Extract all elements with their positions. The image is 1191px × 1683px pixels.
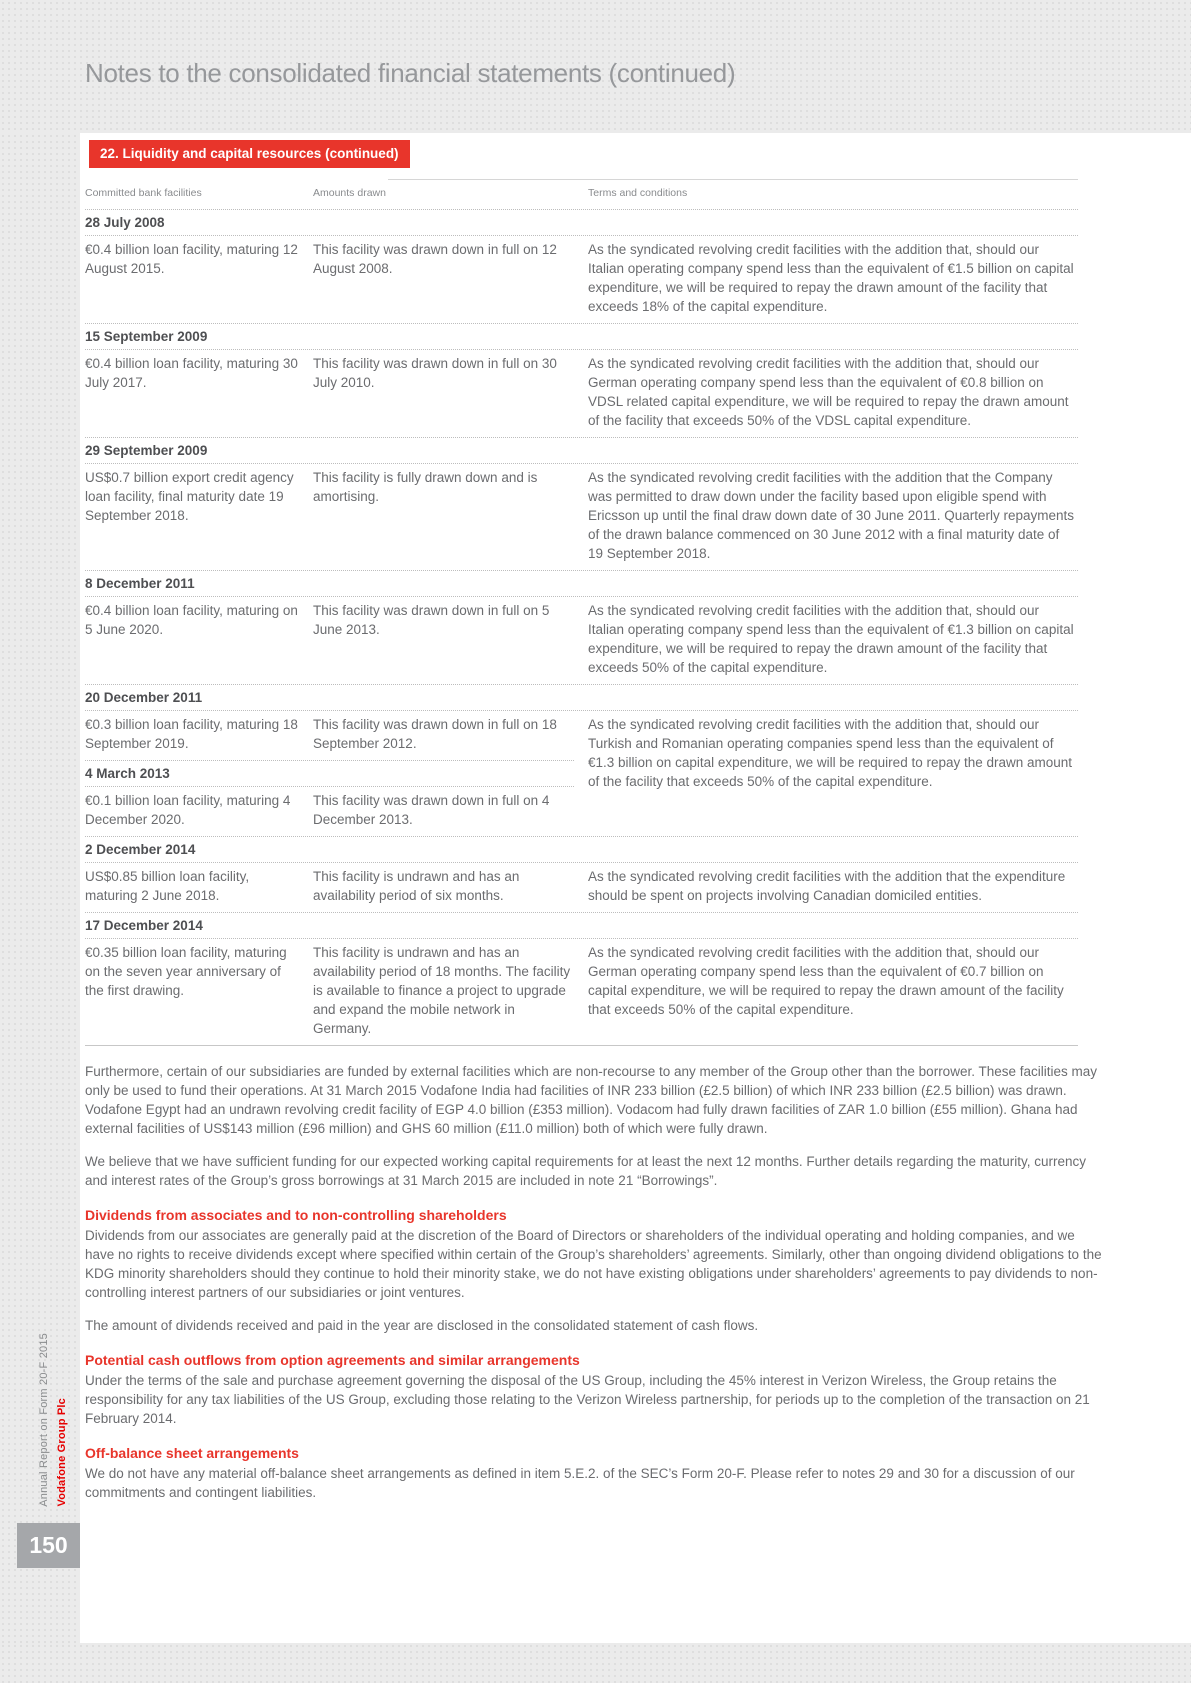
table-section xyxy=(85,323,1078,437)
table-row xyxy=(85,939,1078,1045)
page-title: Notes to the consolidated financial statements (continued) xyxy=(85,58,736,88)
cell-facility: US$0.7 billion export credit agency loan facility, final maturity date 19 September 2018. xyxy=(85,470,294,523)
page-number-badge: 150 xyxy=(17,1523,80,1568)
cell-amounts-drawn: This facility was drawn down in full on 18 September 2012. xyxy=(313,717,557,751)
table-row-group xyxy=(85,711,1078,836)
paragraph-sufficient-funding: We believe that we have sufficient funding for our expected working capital requirements for at least the next 12 months. Further details regarding the maturity, currency and interest rates of the Group’s gross borrowings at 31 March 2015 are included in note 21 “Borrowings”. xyxy=(85,1154,1087,1188)
cell-facility: €0.4 billion loan facility, maturing 30 July 2017. xyxy=(85,356,298,390)
cell-amounts-drawn: This facility was drawn down in full on 30 July 2010. xyxy=(313,356,557,390)
paragraph-outflows: Under the terms of the sale and purchase agreement governing the disposal of the US Group, including the 45% interest in Verizon Wireless, the Group retains the responsibility for any tax liabilities of the US Group, excluding those relating to the Verizon Wireless partnership, for periods up to the completion of the transaction on 21 February 2014. xyxy=(85,1373,1090,1426)
page-footer-band xyxy=(0,1643,1191,1683)
facilities-table xyxy=(85,179,1078,1046)
cell-amounts-drawn: This facility is undrawn and has an availability period of 18 months. The facility is available to finance a project to upgrade and expand the mobile network in Germany. xyxy=(313,945,571,1036)
table-row xyxy=(85,350,1078,437)
cell-facility: US$0.85 billion loan facility, maturing 2 June 2018. xyxy=(85,869,250,903)
section-date: 15 September 2009 xyxy=(85,323,1078,350)
cell-amounts-drawn: This facility is fully drawn down and is amortising. xyxy=(313,470,538,504)
cell-terms: As the syndicated revolving credit facilities with the addition that, should our Italian operating company spend less than the equivalent of €1.5 billion on capital expenditure, we will be required to repay the drawn amount of the facility that exceeds 18% of the capital expenditure. xyxy=(588,242,1074,314)
cell-terms: As the syndicated revolving credit facilities with the addition that, should our Italian operating company spend less than the equivalent of €1.3 billion on capital expenditure, we will be required to repay the drawn amount of the facility that exceeds 50% of the capital expenditure. xyxy=(588,603,1074,675)
paragraph-off-balance-sheet: We do not have any material off-balance sheet arrangements as defined in item 5.E.2. of the SEC’s Form 20-F. Please refer to notes 29 and 30 for a discussion of our commitments and contingent liabilities. xyxy=(85,1466,1075,1500)
table-section-shared-terms xyxy=(85,684,1078,836)
left-columns-stack xyxy=(85,711,588,836)
cell-terms: As the syndicated revolving credit facilities with the addition that the expenditure should be spent on projects involving Canadian domiciled entities. xyxy=(588,869,1066,903)
sidebar-report-label: Annual Report on Form 20-F 2015 xyxy=(38,1333,50,1507)
cell-facility: €0.35 billion loan facility, maturing on the seven year anniversary of the first drawing. xyxy=(85,945,287,998)
column-header-terms-and-conditions: Terms and conditions xyxy=(588,187,688,199)
column-header-amounts-drawn: Amounts drawn xyxy=(313,187,386,199)
paragraph-dividends-1: Dividends from our associates are generally paid at the discretion of the Board of Directors or shareholders of the individual operating and holding companies, and we have no rights to receive dividends except where specified within certain of the Group’s shareholders’ agreements. Similarly, other than ongoing dividend obligations to the KDG minority shareholders should they continue to hold their minority stake, we do not have existing obligations under shareholders’ agreements to pay dividends to non-controlling interest partners of our subsidiaries or joint ventures. xyxy=(85,1228,1102,1300)
section-badge: 22. Liquidity and capital resources (continued) xyxy=(89,140,410,168)
table-section xyxy=(85,209,1078,323)
cell-amounts-drawn: This facility was drawn down in full on 4 December 2013. xyxy=(313,793,550,827)
section-date: 8 December 2011 xyxy=(85,570,1078,597)
column-header-committed-bank-facilities: Committed bank facilities xyxy=(85,187,202,199)
table-section xyxy=(85,912,1078,1045)
table-row xyxy=(85,787,588,836)
section-date: 29 September 2009 xyxy=(85,437,1078,464)
cell-terms-shared: As the syndicated revolving credit facilities with the addition that, should our Turkish and Romanian operating companies spend less than the equivalent of €1.3 billion on capital expenditure, we will be required to repay the drawn amount of the facility that exceeds 50% of the capital expenditure. xyxy=(588,717,1073,789)
section-date: 28 July 2008 xyxy=(85,209,1078,236)
table-row xyxy=(85,464,1078,570)
sidebar-brand-label: Vodafone Group Plc xyxy=(56,1398,68,1507)
heading-off-balance-sheet: Off-balance sheet arrangements xyxy=(85,1445,299,1461)
cell-terms: As the syndicated revolving credit facilities with the addition that, should our German operating company spend less than the equivalent of €0.7 billion on capital expenditure, we will be required to repay the drawn amount of the facility that exceeds 50% of the capital expenditure. xyxy=(588,945,1064,1017)
section-date: 20 December 2011 xyxy=(85,684,1078,711)
main-content xyxy=(85,140,1105,1502)
cell-amounts-drawn: This facility was drawn down in full on 5 June 2013. xyxy=(313,603,550,637)
table-section xyxy=(85,570,1078,684)
cell-terms: As the syndicated revolving credit facilities with the addition that the Company was permitted to draw down under the facility based upon eligible spend with Ericsson up until the final draw down date of 30 June 2011. Quarterly repayments of the drawn balance commenced on 30 June 2012 with a final maturity date of 19 September 2018. xyxy=(588,470,1075,561)
cell-amounts-drawn: This facility is undrawn and has an availability period of six months. xyxy=(313,869,520,903)
cell-facility: €0.3 billion loan facility, maturing 18 September 2019. xyxy=(85,717,298,751)
cell-terms: As the syndicated revolving credit facilities with the addition that, should our German operating company spend less than the equivalent of €0.8 billion on VDSL related capital expenditure, we will be required to repay the drawn amount of the facility that exceeds 50% of the VDSL capital expenditure. xyxy=(588,356,1069,428)
paragraph-external-facilities: Furthermore, certain of our subsidiaries are funded by external facilities which are non-recourse to any member of the Group other than the borrower. These facilities may only be used to fund their operations. At 31 March 2015 Vodafone India had facilities of INR 233 billion (£2.5 billion) of which INR 233 billion (£2.5 billion) was drawn. Vodafone Egypt had an undrawn revolving credit facility of EGP 4.0 billion (£353 million). Vodacom had fully drawn facilities of ZAR 1.0 billion (£55 million). Ghana had external facilities of US$143 million (£96 million) and GHS 60 million (£11.0 million) both of which were fully drawn. xyxy=(85,1064,1097,1136)
table-bottom-rule xyxy=(85,1045,1078,1046)
section-date: 4 March 2013 xyxy=(85,760,574,787)
cell-facility: €0.4 billion loan facility, maturing 12 August 2015. xyxy=(85,242,298,276)
table-row xyxy=(85,236,1078,323)
section-date: 17 December 2014 xyxy=(85,912,1078,939)
table-section xyxy=(85,437,1078,570)
cell-facility: €0.4 billion loan facility, maturing on 5 June 2020. xyxy=(85,603,298,637)
cell-amounts-drawn: This facility was drawn down in full on 12 August 2008. xyxy=(313,242,557,276)
section-date: 2 December 2014 xyxy=(85,836,1078,863)
table-row xyxy=(85,597,1078,684)
cell-facility: €0.1 billion loan facility, maturing 4 December 2020. xyxy=(85,793,291,827)
table-row xyxy=(85,711,588,760)
heading-potential-cash-outflows: Potential cash outflows from option agreements and similar arrangements xyxy=(85,1352,580,1368)
heading-dividends: Dividends from associates and to non-controlling shareholders xyxy=(85,1207,507,1223)
table-section xyxy=(85,836,1078,912)
table-row xyxy=(85,863,1078,912)
paragraph-dividends-2: The amount of dividends received and paid in the year are disclosed in the consolidated statement of cash flows. xyxy=(85,1318,759,1333)
table-header-row xyxy=(85,180,1078,209)
